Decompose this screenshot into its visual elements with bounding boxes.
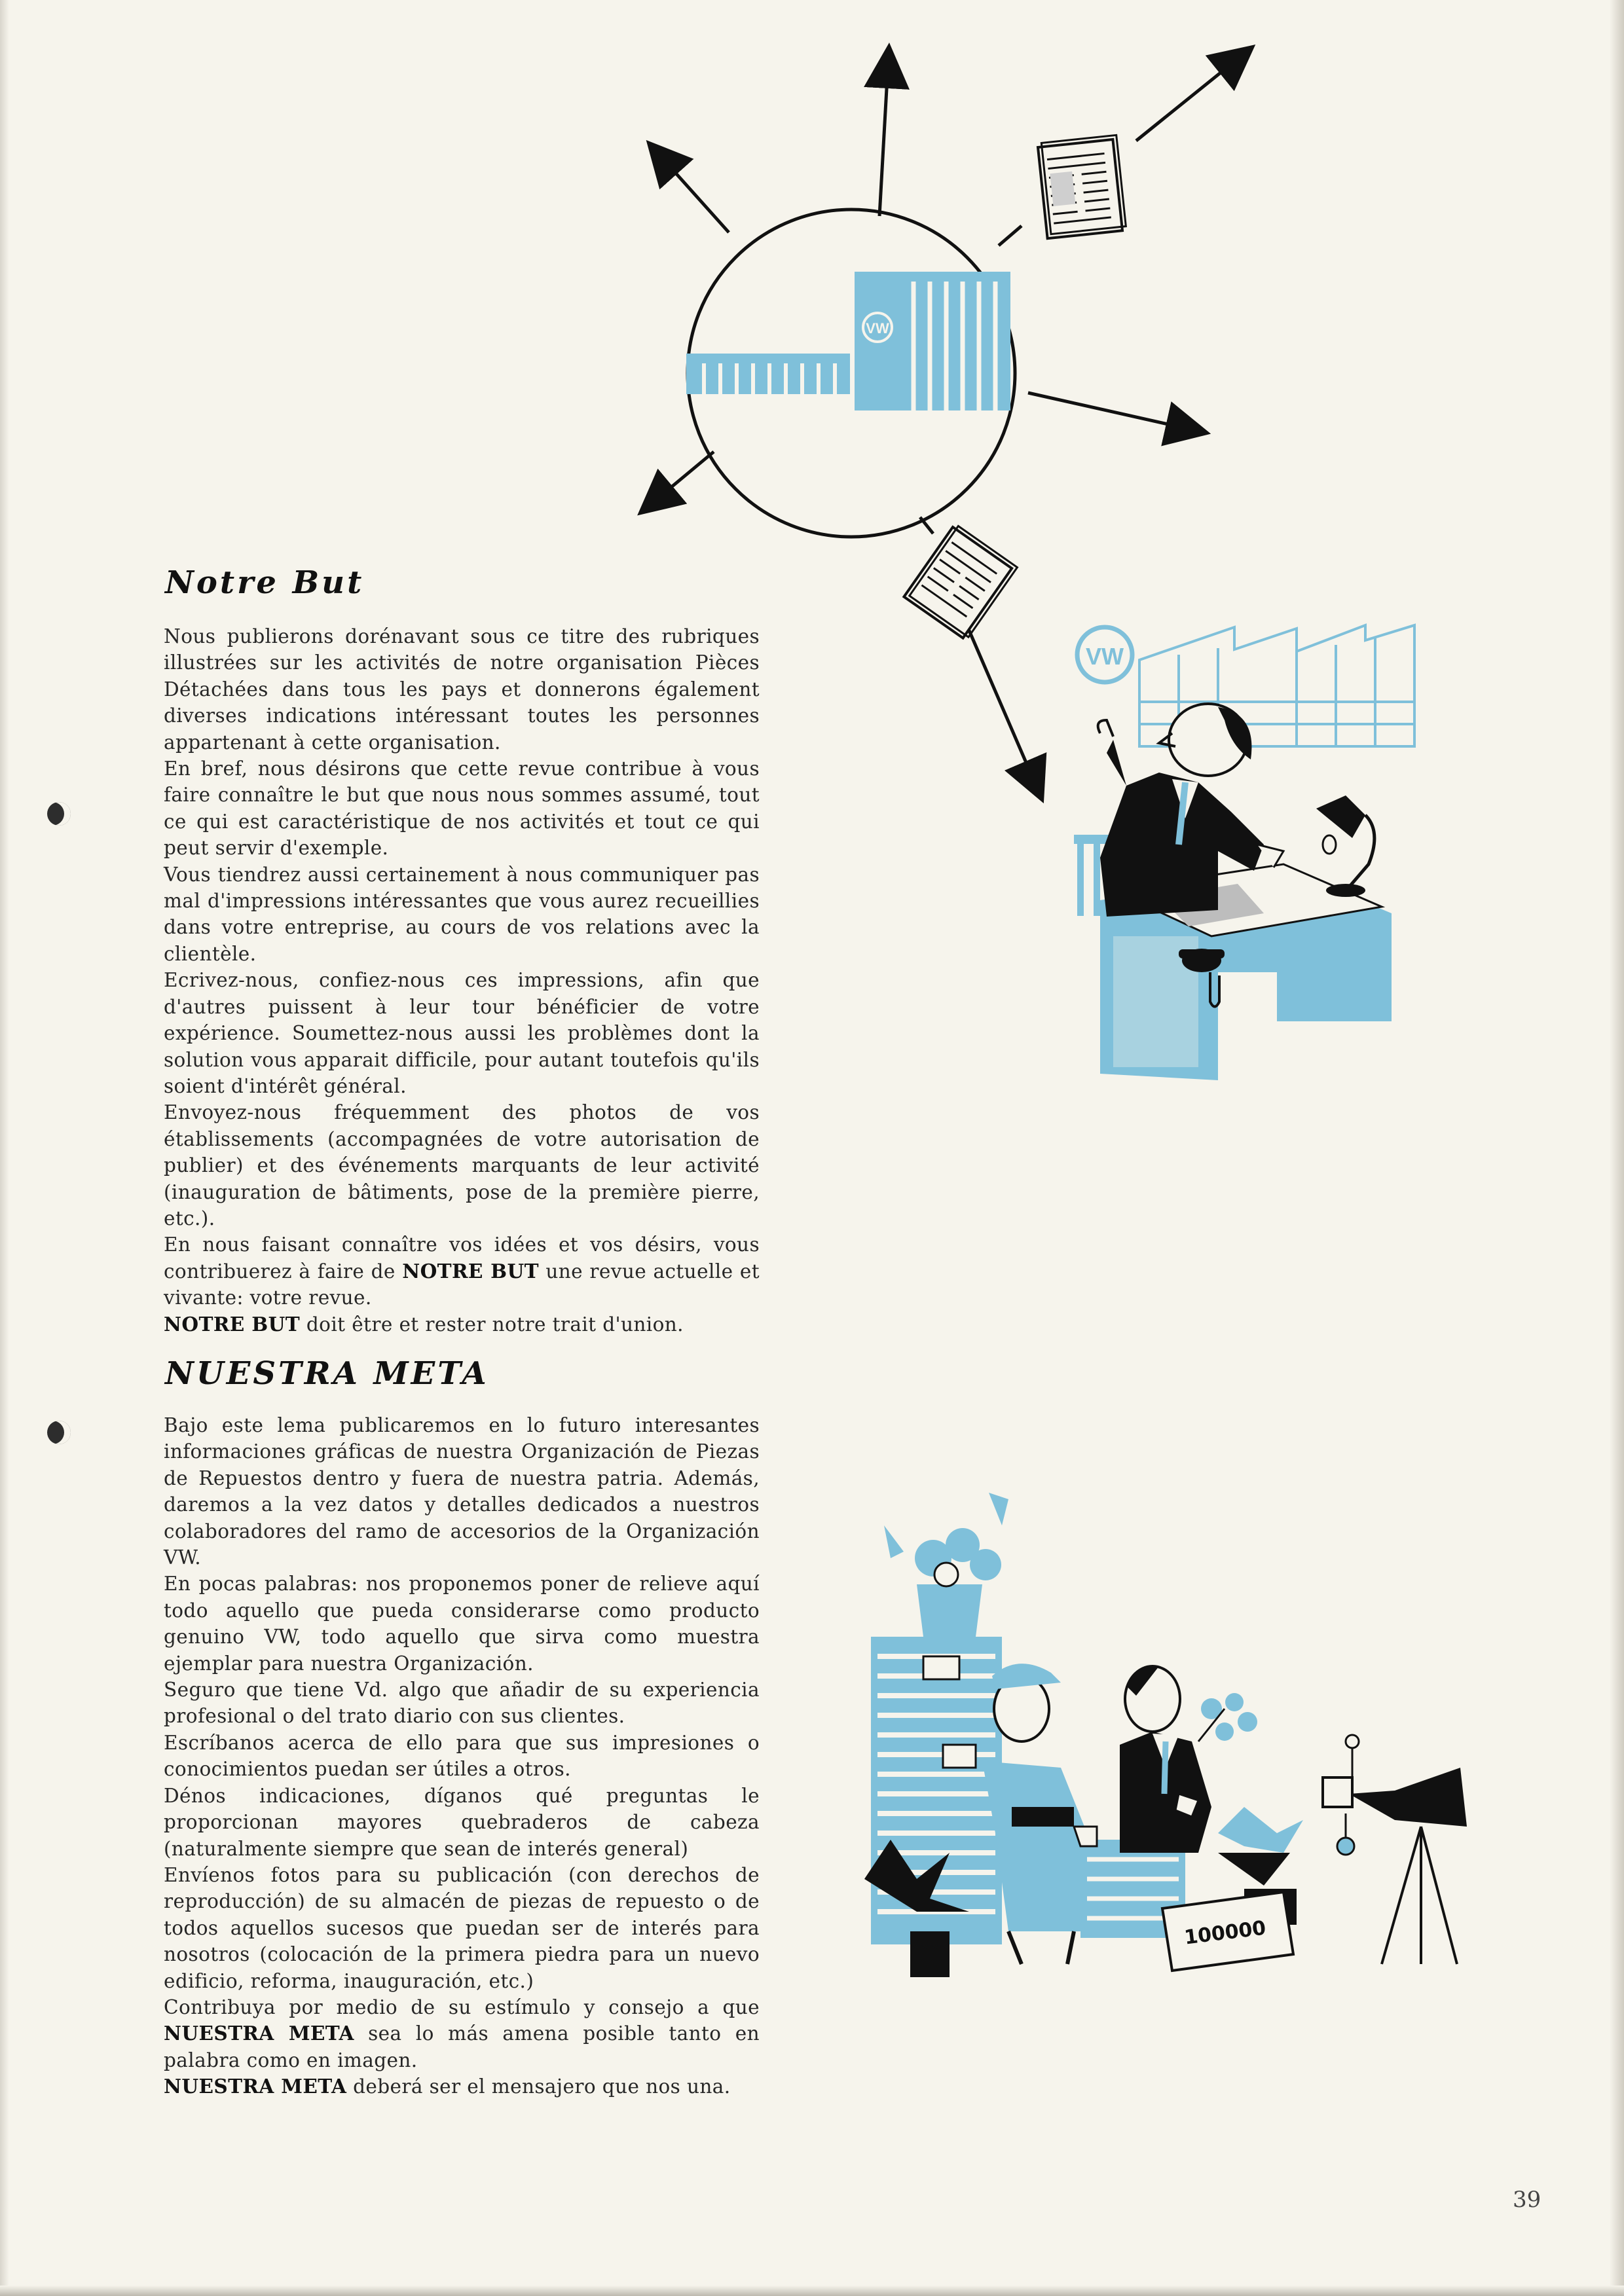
arrow-down-left [655,452,714,501]
french-paragraph-6 [164,1231,760,1311]
svg-text:VW: VW [1086,643,1124,670]
spanish-body [164,1412,760,2100]
arrow-up-right [1136,59,1238,141]
newspaper-icon [1037,135,1126,238]
arrow-upright-start [999,226,1022,246]
french-body [164,623,760,1338]
spanish-paragraph: Envíenos fotos para su publicación (con derechos de reproducción) de su almacén de piezas de repuesto o de todos aquellos sucesos que puedan ser de interés para nosotros (colocación de la primera piedra para un nuevo edificio, reforma, inauguración, etc.) [164,1863,760,1992]
french-paragraph-6-tail: une revue actuelle et vivante: votre revue. [164,1260,760,1309]
spanish-paragraph: Dénos indicaciones, díganos qué preguntas le proporcionan mayores quebraderos de cabeza (naturalmente siempre que sean de interés general) [164,1784,760,1860]
svg-text:VW: VW [866,320,889,337]
french-paragraph: Ecrivez-nous, confiez-nous ces impressions, afin que d'autres puissent à leur tour bénéficier de votre expérience. Soumettez-nous aussi les problèmes dont la solution vous apparait difficile, pour autant toutefois qu'ils soient d'intérêt général. [164,969,760,1097]
arrow-up-left [661,157,729,232]
french-paragraph-6-lead: En nous faisant connaître vos idées et vos désirs, vous contribuerez à faire de [164,1233,760,1283]
camera-icon [1323,1735,1467,1964]
spanish-paragraph-7-lead: Contribuya por medio de su estímulo y consejo a que [164,1995,760,2018]
svg-text:100000: 100000 [1183,1916,1268,1950]
bouquet [1198,1693,1257,1741]
french-paragraph: Nous publierons dorénavant sous ce titre des rubriques illustrées sur les activités de notre organisation Pièces Détachées dans tous les pays et donnerons également diverses indications intéressant toutes les personnes appartenant à cette organisation. [164,625,760,754]
flower-vase [884,1493,1008,1637]
spanish-title: NUESTRA META [165,1355,489,1392]
french-paragraph: Vous tiendrez aussi certainement à nous communiquer pas mal d'impressions intéressantes que vous aurez recueillies dans votre entreprise, au cours de vos relations avec la clientèle. [164,863,760,965]
nuestra-meta-bold: NUESTRA META [164,2022,354,2045]
vw-logo-office-icon [1077,627,1132,682]
newspaper-small-icon [904,524,1017,640]
arrow-right [1028,393,1189,429]
french-paragraph-7 [164,1311,760,1338]
spanish-paragraph-8 [164,2073,760,2100]
french-paragraph: En bref, nous désirons que cette revue contribue à vous faire connaître le but que nous nous sommes assumé, tout ce qui est caractéristique de nos activités et tout ce qui peut servir d'exemple. [164,757,760,860]
spanish-paragraph-7-tail: sea lo más amena posible tanto en palabra como en imagen. [164,2022,760,2071]
notre-but-bold: NOTRE BUT [164,1312,301,1336]
nuestra-meta-bold: NUESTRA META [164,2075,347,2098]
spanish-paragraph: Bajo este lema publicaremos en lo futuro interesantes informaciones gráficas de nuestra Organización de Piezas de Repuestos dentro y fuera de nuestra patria. Además, daremos a la vez datos y detalles dedicados a nuestros colaboradores del ramo de accesorios de la Organización VW. [164,1414,760,1569]
page-number: 39 [1513,2187,1541,2213]
french-paragraph-7-tail: doit être et rester notre trait d'union. [306,1313,684,1336]
spanish-paragraph-7 [164,1994,760,2073]
spanish-paragraph: En pocas palabras: nos proponemos poner de relieve aquí todo aquello que pueda considerarse como producto genuino VW, todo aquello que sirva como muestra ejemplar para nuestra Organización. [164,1573,760,1675]
spanish-paragraph-8-tail: deberá ser el mensajero que nos una. [353,2075,731,2098]
arrow-down [963,615,1035,782]
arrow-up [879,65,888,216]
parts-shelves [871,1637,1002,1944]
french-paragraph: Envoyez-nous fréquemment des photos de vos établissements (accompagnées de votre autorisation de publier) et des événements marquants de leur activité (inauguration de bâtiments, pose de la première pierre, etc.). [164,1101,760,1230]
office-scene [1074,625,1414,1080]
spanish-paragraph: Seguro que tiene Vd. algo que añadir de su experiencia profesional o del trato diario con sus clientes. [164,1679,760,1728]
french-title: Notre But [165,564,365,601]
suited-man [1120,1666,1211,1853]
notre-but-bold: NOTRE BUT [402,1259,539,1283]
storage-scene [864,1493,1467,1977]
spanish-paragraph: Escríbanos acerca de ello para que sus impresiones o conocimientos puedan ser útiles a otros. [164,1731,760,1781]
